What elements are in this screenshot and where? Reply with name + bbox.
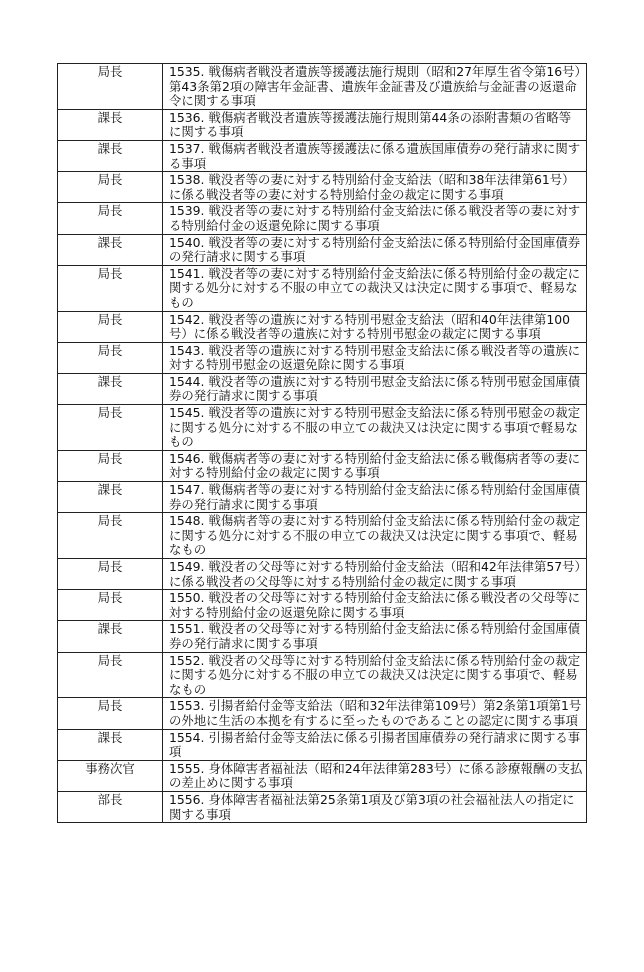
item-cell [163, 109, 587, 140]
table-row [58, 203, 587, 234]
table-row [58, 559, 587, 590]
item-cell [163, 482, 587, 513]
item-cell [163, 698, 587, 729]
table-row [58, 698, 587, 729]
item-text: 戦傷病者等の妻に対する特別給付金支給法に係る特別給付金の裁定に関する処分に対する不服の申立ての裁決又は決定に関する事項で、軽易なもの [169, 513, 581, 558]
item-text: 戦傷病者戦没者遺族等援護法に係る遺族国庫債券の発行請求に関する事項 [169, 140, 581, 171]
table-row [58, 265, 587, 311]
table-row [58, 760, 587, 791]
authority-cell: 事務次官 [58, 760, 163, 791]
item-cell [163, 559, 587, 590]
item-text: 戦没者等の遺族に対する特別弔慰金支給法に係る特別弔慰金国庫債券の発行請求に関する事項 [169, 373, 581, 404]
item-cell [163, 342, 587, 373]
item-text: 戦傷病者戦没者遺族等援護法施行規則（昭和27年厚生省令第16号）第43条第2項の障害年金証書、遺族年金証書及び遺族給与金証書の返還命令に関する事項 [169, 64, 581, 109]
item-number: 1552. [169, 652, 205, 668]
table-row [58, 342, 587, 373]
authority-cell: 課長 [58, 373, 163, 404]
item-cell [163, 652, 587, 698]
item-text: 戦没者の父母等に対する特別給付金支給法（昭和42年法律第57号）に係る戦没者の父母等に対する特別給付金の裁定に関する事項 [169, 559, 581, 589]
table-row [58, 373, 587, 404]
item-text: 戦没者等の遺族に対する特別弔慰金支給法に係る特別弔慰金の裁定に関する処分に対する不服の申立ての裁決又は決定に関する事項で軽易なもの [169, 405, 581, 450]
item-number: 1543. [169, 342, 205, 358]
authority-cell: 局長 [58, 513, 163, 559]
item-cell [163, 621, 587, 652]
item-cell [163, 590, 587, 621]
table-row [58, 652, 587, 698]
authority-cell: 部長 [58, 791, 163, 822]
item-cell [163, 140, 587, 171]
table-row [58, 172, 587, 203]
item-cell [163, 64, 587, 110]
table-row [58, 791, 587, 822]
item-number: 1547. [169, 482, 205, 498]
item-text: 引揚者給付金等支給法（昭和32年法律第109号）第2条第1項第1号の外地に生活の本拠を有するに至ったものであることの認定に関する事項 [169, 698, 582, 728]
item-cell [163, 172, 587, 203]
item-number: 1538. [169, 172, 205, 188]
item-text: 戦傷病者戦没者遺族等援護法施行規則第44条の添附書類の省略等に関する事項 [169, 109, 572, 140]
table-row [58, 405, 587, 451]
item-cell [163, 311, 587, 342]
item-cell [163, 729, 587, 760]
item-text: 戦没者の父母等に対する特別給付金支給法に係る戦没者の父母等に対する特別給付金の返還免除に関する事項 [169, 590, 581, 620]
item-cell [163, 373, 587, 404]
item-text: 戦傷病者等の妻に対する特別給付金支給法に係る特別給付金国庫債券の発行請求に関する事項 [169, 482, 581, 512]
table-row [58, 64, 587, 110]
item-number: 1545. [169, 405, 205, 421]
item-number: 1544. [169, 373, 205, 389]
item-number: 1537. [169, 140, 205, 156]
item-number: 1553. [169, 698, 205, 714]
authority-cell: 局長 [58, 64, 163, 110]
item-number: 1556. [169, 791, 205, 807]
authority-cell: 局長 [58, 590, 163, 621]
item-number: 1555. [169, 760, 205, 776]
table-row [58, 140, 587, 171]
authority-cell: 課長 [58, 109, 163, 140]
authority-cell: 局長 [58, 172, 163, 203]
item-text: 引揚者給付金等支給法に係る引揚者国庫債券の発行請求に関する事項 [169, 729, 581, 760]
authority-cell: 課長 [58, 621, 163, 652]
item-cell [163, 760, 587, 791]
item-text: 戦没者等の妻に対する特別給付金支給法に係る特別給付金国庫債券の発行請求に関する事項 [169, 234, 581, 265]
authority-cell: 局長 [58, 342, 163, 373]
item-number: 1550. [169, 590, 205, 606]
item-cell [163, 513, 587, 559]
authority-cell: 課長 [58, 234, 163, 265]
table-row [58, 450, 587, 481]
item-number: 1554. [169, 729, 205, 745]
item-number: 1542. [169, 311, 205, 327]
item-cell [163, 791, 587, 822]
item-text: 戦没者の父母等に対する特別給付金支給法に係る特別給付金の裁定に関する処分に対する不服の申立ての裁決又は決定に関する事項で、軽易なもの [169, 652, 581, 697]
item-text: 戦没者等の妻に対する特別給付金支給法（昭和38年法律第61号）に係る戦没者等の妻に対する特別給付金の裁定に関する事項 [169, 172, 575, 202]
item-cell [163, 405, 587, 451]
table-row [58, 621, 587, 652]
item-number: 1541. [169, 265, 205, 281]
item-cell [163, 203, 587, 234]
authority-cell: 局長 [58, 559, 163, 590]
delegation-table [57, 63, 587, 823]
item-text: 戦没者等の遺族に対する特別弔慰金支給法（昭和40年法律第100号）に係る戦没者等の遺族に対する特別弔慰金の裁定に関する事項 [169, 311, 571, 342]
item-text: 戦没者の父母等に対する特別給付金支給法に係る特別給付金国庫債券の発行請求に関する事項 [169, 621, 581, 651]
table-row [58, 109, 587, 140]
item-text: 戦没者等の妻に対する特別給付金支給法に係る特別給付金の裁定に関する処分に対する不服の申立ての裁決又は決定に関する事項で、軽易なもの [169, 265, 581, 310]
item-text: 身体障害者福祉法（昭和24年法律第283号）に係る診療報酬の支払の差止めに関する事項 [169, 760, 583, 791]
item-number: 1549. [169, 559, 205, 574]
authority-cell: 局長 [58, 265, 163, 311]
item-text: 戦没者等の妻に対する特別給付金支給法に係る戦没者等の妻に対する特別給付金の返還免除に関する事項 [169, 203, 581, 233]
item-cell [163, 234, 587, 265]
authority-cell: 局長 [58, 652, 163, 698]
item-number: 1540. [169, 234, 205, 250]
table-row [58, 729, 587, 760]
authority-cell: 局長 [58, 450, 163, 481]
authority-cell: 局長 [58, 405, 163, 451]
table-row [58, 311, 587, 342]
authority-cell: 課長 [58, 140, 163, 171]
table-row [58, 482, 587, 513]
table-row [58, 513, 587, 559]
item-number: 1551. [169, 621, 205, 637]
item-number: 1536. [169, 109, 205, 125]
item-text: 身体障害者福祉法第25条第1項及び第3項の社会福祉法人の指定に関する事項 [169, 791, 575, 822]
authority-cell: 課長 [58, 482, 163, 513]
item-text: 戦傷病者等の妻に対する特別給付金支給法に係る戦傷病者等の妻に対する特別給付金の裁定に関する事項 [169, 450, 581, 481]
authority-cell: 課長 [58, 729, 163, 760]
item-cell [163, 450, 587, 481]
item-number: 1548. [169, 513, 205, 529]
item-cell [163, 265, 587, 311]
item-number: 1539. [169, 203, 205, 219]
authority-cell: 局長 [58, 311, 163, 342]
authority-cell: 局長 [58, 698, 163, 729]
table-row [58, 234, 587, 265]
authority-cell: 局長 [58, 203, 163, 234]
table-row [58, 590, 587, 621]
item-number: 1546. [169, 450, 205, 466]
item-number: 1535. [169, 64, 205, 79]
item-text: 戦没者等の遺族に対する特別弔慰金支給法に係る戦没者等の遺族に対する特別弔慰金の返還免除に関する事項 [169, 342, 581, 373]
